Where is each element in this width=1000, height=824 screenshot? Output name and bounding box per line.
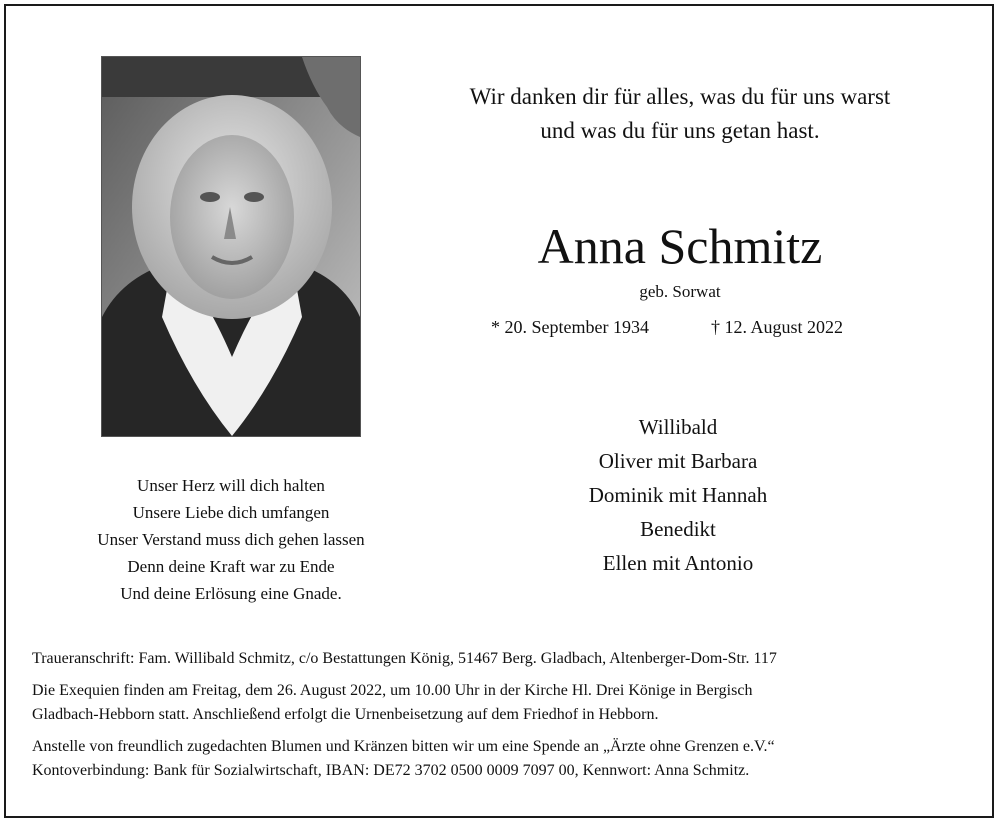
portrait-photo [101, 56, 361, 437]
poem-line: Denn deine Kraft war zu Ende [127, 557, 335, 576]
family-list [478, 410, 878, 580]
top-quote [380, 80, 980, 148]
poem-line: Und deine Erlösung eine Gnade. [120, 584, 342, 603]
exequien-line-2: Gladbach-Hebborn statt. Anschließend erfolgt die Urnenbeisetzung auf dem Friedhof in Hebborn. [32, 706, 659, 723]
family-member: Willibald [638, 415, 718, 439]
poem-line: Unsere Liebe dich umfangen [132, 503, 330, 522]
birth-date: * 20. September 1934 [491, 317, 649, 337]
exequien-line-1: Die Exequien finden am Freitag, dem 26. August 2022, um 10.00 Uhr in der Kirche Hl. Drei Könige in Bergisch [32, 682, 753, 699]
poem-line: Unser Herz will dich halten [137, 476, 325, 495]
family-member: Oliver mit Barbara [598, 449, 758, 473]
portrait-image [102, 57, 360, 436]
poem [36, 472, 426, 607]
family-member: Ellen mit Antonio [602, 551, 754, 575]
deceased-name: Anna Schmitz [537, 218, 823, 274]
death-date: † 12. August 2022 [711, 317, 844, 337]
family-member: Benedikt [640, 517, 716, 541]
donation-notice [32, 735, 972, 783]
family-member: Dominik mit Hannah [588, 483, 768, 507]
top-quote-line-1: Wir danken dir für alles, was du für uns warst [469, 84, 891, 109]
mourning-address [32, 647, 972, 671]
donation-line-2: Kontoverbindung: Bank für Sozialwirtschaft, IBAN: DE72 3702 0500 0009 7097 00, Kennwort: Anna Schmitz. [32, 762, 750, 779]
exequien-notice [32, 679, 972, 727]
poem-line: Unser Verstand muss dich gehen lassen [97, 530, 365, 549]
donation-line-1: Anstelle von freundlich zugedachten Blumen und Kränzen bitten wir um eine Spende an „Ärzte ohne Grenzen e.V.“ [32, 738, 775, 755]
notices [32, 647, 972, 791]
top-quote-line-2: und was du für uns getan hast. [540, 118, 820, 143]
mourning-address-line: Traueranschrift: Fam. Willibald Schmitz, c/o Bestattungen König, 51467 Berg. Gladbach, Altenberger-Dom-Str. 117 [32, 650, 777, 667]
birth-name: geb. Sorwat [639, 282, 721, 301]
